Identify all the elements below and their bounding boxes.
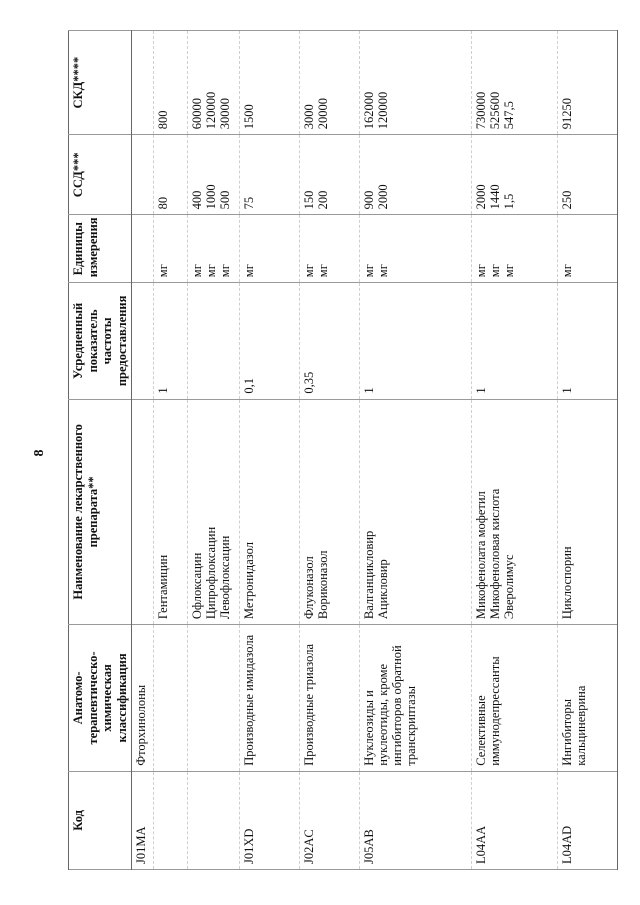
cell-skd	[558, 31, 618, 135]
rotated-table-sheet	[68, 30, 608, 870]
unit-value: мг	[302, 264, 316, 278]
cell-skd	[472, 31, 558, 135]
cell-code: J05AB	[360, 771, 472, 869]
cell-code	[188, 771, 240, 869]
drug-name: Левофлоксацин	[218, 535, 232, 620]
table-row	[188, 31, 240, 870]
cell-atc-class: Селективные иммунодепрессанты	[472, 625, 558, 772]
skd-value: 1500	[242, 104, 256, 130]
cell-code: J01XD	[240, 771, 300, 869]
table-row	[132, 31, 154, 870]
drug-name: Циклоспорин	[560, 546, 574, 620]
cell-ssd	[558, 135, 618, 215]
ssd-value: 200	[316, 190, 330, 210]
cell-atc-class	[188, 625, 240, 772]
drug-name: Ацикловир	[376, 559, 390, 620]
cell-ssd	[188, 135, 240, 215]
cell-ssd	[300, 135, 360, 215]
cell-skd	[240, 31, 300, 135]
header-atc-class: Анатомо-терапевтическо-химическая классификация	[69, 625, 132, 772]
cell-drug-names	[300, 399, 360, 625]
unit-value: мг	[362, 264, 376, 278]
unit-value: мг	[242, 264, 256, 278]
unit-value: мг	[156, 264, 170, 278]
skd-value: 30000	[218, 98, 232, 130]
drug-name: Микофенолата мофетил	[474, 491, 488, 620]
page-number: 8	[32, 449, 47, 457]
cell-avg-rate: 1	[472, 283, 558, 399]
cell-units	[132, 215, 154, 283]
cell-ssd	[240, 135, 300, 215]
skd-value: 20000	[316, 98, 330, 130]
skd-value: 162000	[362, 91, 376, 130]
cell-skd	[360, 31, 472, 135]
header-ssd: ССД***	[69, 135, 132, 215]
cell-atc-class: Производные имидазола	[240, 625, 300, 772]
skd-value: 91250	[560, 98, 574, 130]
cell-code: J02AC	[300, 771, 360, 869]
ssd-value: 900	[362, 190, 376, 210]
cell-atc-class: Производные триазола	[300, 625, 360, 772]
cell-units	[360, 215, 472, 283]
drug-table	[68, 30, 618, 870]
unit-value: мг	[488, 264, 502, 278]
unit-value: мг	[560, 264, 574, 278]
ssd-value: 250	[560, 190, 574, 210]
ssd-value: 2000	[474, 184, 488, 210]
skd-value: 3000	[302, 104, 316, 130]
cell-atc-class: Нуклеозиды и нуклеотиды, кроме ингибиторов обратной транскриптазы	[360, 625, 472, 772]
table-row	[154, 31, 188, 870]
cell-avg-rate: 1	[558, 283, 618, 399]
table-header-row	[69, 31, 132, 870]
table-body	[132, 31, 618, 870]
cell-avg-rate: 0,35	[300, 283, 360, 399]
cell-atc-class: Ингибиторы кальциневрина	[558, 625, 618, 772]
table-row	[360, 31, 472, 870]
cell-skd	[154, 31, 188, 135]
drug-name: Флуконазол	[302, 556, 316, 620]
header-skd: СКД****	[69, 31, 132, 135]
header-drug-name: Наименование лекарственного препарата**	[69, 399, 132, 625]
cell-avg-rate	[132, 283, 154, 399]
cell-skd	[132, 31, 154, 135]
cell-avg-rate: 1	[360, 283, 472, 399]
cell-units	[472, 215, 558, 283]
unit-value: мг	[316, 264, 330, 278]
table-row	[472, 31, 558, 870]
cell-code: J01MA	[132, 771, 154, 869]
ssd-value: 1000	[204, 184, 218, 210]
cell-skd	[188, 31, 240, 135]
cell-drug-names	[472, 399, 558, 625]
header-code: Код	[69, 771, 132, 869]
drug-name: Офлоксацин	[190, 552, 204, 620]
drug-name: Эверолимус	[502, 554, 516, 620]
cell-code	[154, 771, 188, 869]
drug-name: Ципрофлоксацин	[204, 526, 218, 620]
skd-value: 525600	[488, 91, 502, 130]
cell-code: L04AA	[472, 771, 558, 869]
cell-units	[188, 215, 240, 283]
ssd-value: 500	[218, 190, 232, 210]
header-avg-rate: Усредненный показатель частоты предоставления	[69, 283, 132, 399]
cell-drug-names	[360, 399, 472, 625]
unit-value: мг	[474, 264, 488, 278]
unit-value: мг	[502, 264, 516, 278]
unit-value: мг	[218, 264, 232, 278]
cell-ssd	[472, 135, 558, 215]
cell-drug-names	[132, 399, 154, 625]
drug-name: Валганцикловир	[362, 530, 376, 620]
cell-avg-rate: 1	[154, 283, 188, 399]
cell-ssd	[132, 135, 154, 215]
cell-drug-names	[558, 399, 618, 625]
cell-atc-class: Фторхинолоны	[132, 625, 154, 772]
table-row	[240, 31, 300, 870]
skd-value: 60000	[190, 98, 204, 130]
drug-name: Вориконазол	[316, 550, 330, 620]
drug-name: Микофеноловая кислота	[488, 488, 502, 620]
cell-ssd	[154, 135, 188, 215]
cell-avg-rate: 0,1	[240, 283, 300, 399]
skd-value: 120000	[204, 91, 218, 130]
cell-units	[300, 215, 360, 283]
unit-value: мг	[190, 264, 204, 278]
skd-value: 730000	[474, 91, 488, 130]
table-row	[300, 31, 360, 870]
drug-name: Метронидазол	[242, 542, 256, 620]
ssd-value: 150	[302, 190, 316, 210]
skd-value: 547,5	[502, 101, 516, 130]
ssd-value: 2000	[376, 184, 390, 210]
cell-units	[154, 215, 188, 283]
cell-units	[558, 215, 618, 283]
ssd-value: 80	[156, 196, 170, 210]
cell-drug-names	[154, 399, 188, 625]
cell-atc-class	[154, 625, 188, 772]
cell-drug-names	[188, 399, 240, 625]
unit-value: мг	[204, 264, 218, 278]
header-unit: Единицы измерения	[69, 215, 132, 283]
ssd-value: 400	[190, 190, 204, 210]
ssd-value: 1440	[488, 184, 502, 210]
unit-value: мг	[376, 264, 390, 278]
cell-units	[240, 215, 300, 283]
cell-avg-rate	[188, 283, 240, 399]
cell-skd	[300, 31, 360, 135]
ssd-value: 75	[242, 196, 256, 210]
skd-value: 120000	[376, 91, 390, 130]
cell-drug-names	[240, 399, 300, 625]
cell-ssd	[360, 135, 472, 215]
drug-name: Гентамицин	[156, 554, 170, 620]
ssd-value: 1,5	[502, 193, 516, 210]
table-row	[558, 31, 618, 870]
cell-code: L04AD	[558, 771, 618, 869]
skd-value: 800	[156, 110, 170, 130]
